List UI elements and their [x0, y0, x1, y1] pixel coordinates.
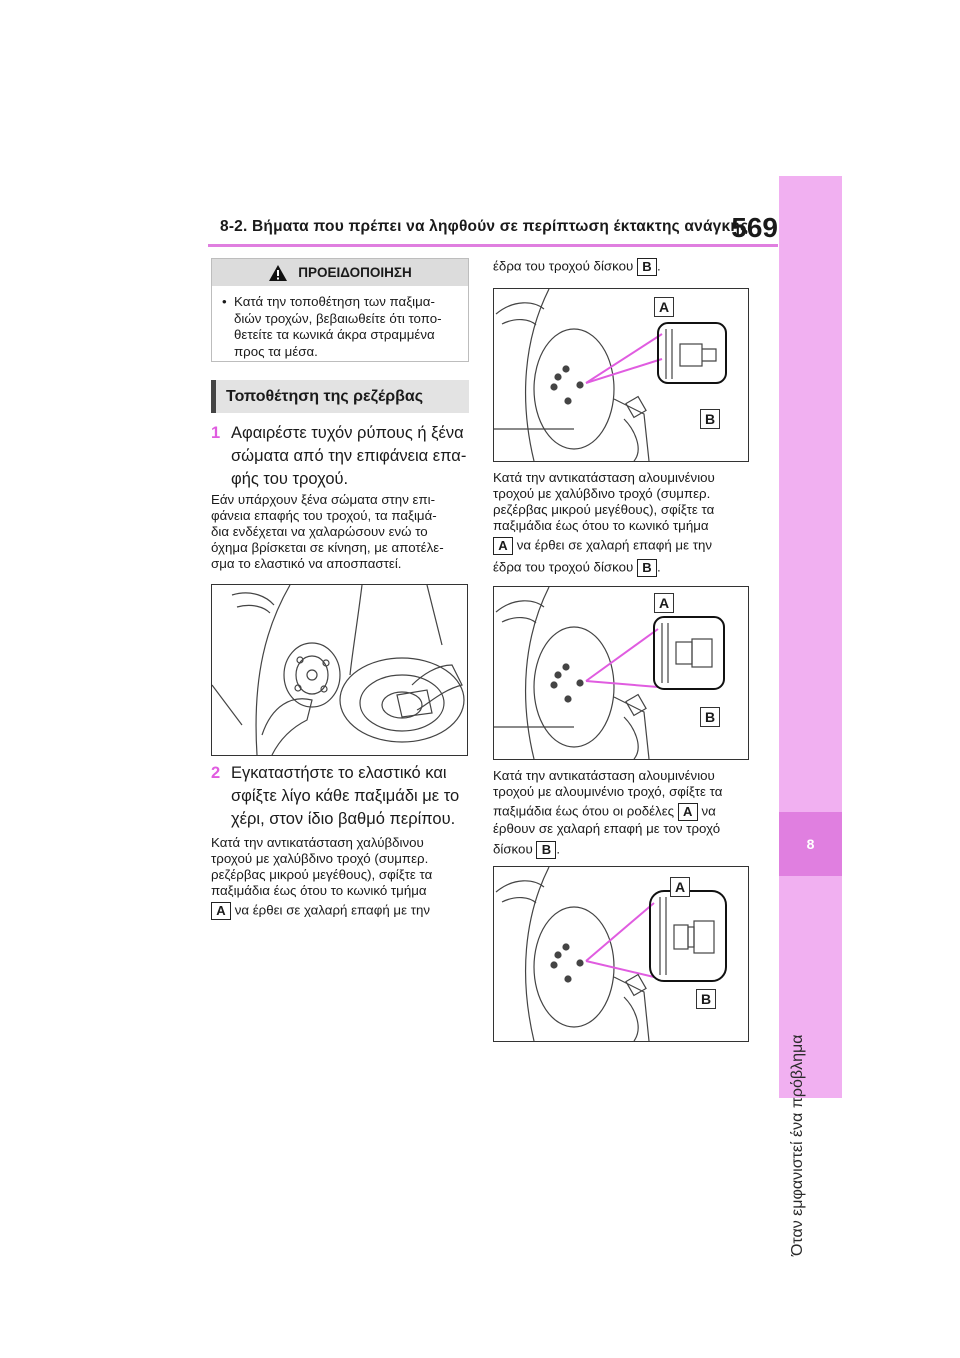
- period: .: [656, 559, 661, 575]
- warning-body: [212, 286, 468, 360]
- warning-header: [212, 259, 468, 286]
- note-text: έδρα του τροχού δίσκου: [493, 258, 634, 274]
- label-b: B: [536, 841, 556, 859]
- step-1-note: [211, 492, 473, 572]
- note-line: ρεζέρβας μικρού μεγέθους), σφίξτε τα: [211, 867, 433, 882]
- period: .: [656, 258, 661, 274]
- note-line: [493, 537, 755, 555]
- label-b: B: [637, 258, 657, 276]
- callout-a: A: [654, 297, 674, 317]
- callout-a: A: [670, 877, 690, 897]
- note-line: Κατά την αντικατάσταση αλουμινένιου: [493, 768, 715, 783]
- bullet: •: [222, 294, 227, 309]
- callout-a: A: [654, 593, 674, 613]
- note-line: τροχού με αλουμινένιο τροχό, σφίξτε τα: [493, 784, 723, 799]
- step-text: [231, 762, 459, 831]
- note-line: έρθουν σε χαλαρή επαφή με τον τροχό: [493, 821, 721, 836]
- section-heading: Τοποθέτηση της ρεζέρβας: [211, 380, 469, 413]
- note-text: δίσκου: [493, 841, 533, 857]
- wheel-cleaning-illustration: [211, 584, 468, 756]
- note-line: Κατά την αντικατάσταση αλουμινένιου: [493, 470, 715, 485]
- note-text: να έρθει σε χαλαρή επαφή με την: [516, 537, 713, 553]
- note-line: ρεζέρβας μικρού μεγέθους), σφίξτε τα: [493, 502, 715, 517]
- label-a: A: [493, 537, 513, 555]
- callout-b: B: [700, 409, 720, 429]
- warning-box: [211, 258, 469, 362]
- note-line: [493, 559, 755, 577]
- period: .: [556, 841, 561, 857]
- header-rule: [208, 244, 778, 247]
- continued-text: [493, 258, 755, 276]
- page-number: 569: [731, 212, 778, 243]
- aluminium-nut-illustration: [493, 586, 749, 760]
- note-line: παξιμάδια έως ότου το κωνικό τμήμα: [211, 883, 427, 898]
- note-line: [493, 803, 755, 821]
- label-b: B: [637, 559, 657, 577]
- chapter-number: 8: [779, 812, 842, 876]
- note-line: παξιμάδια έως ότου το κωνικό τμήμα: [493, 518, 709, 533]
- warning-title: ΠΡΟΕΙΔΟΠΟΙΗΣΗ: [298, 265, 412, 280]
- note-line: δια ενδέχεται να χαλαρώσουν ενώ το: [211, 524, 428, 539]
- callout-b: B: [700, 707, 720, 727]
- step-number: 2: [211, 764, 221, 782]
- step-line: Εγκαταστήστε το ελαστικό και: [231, 764, 447, 782]
- label-a: A: [678, 803, 698, 821]
- step-2: [211, 762, 471, 831]
- note-line: [493, 258, 755, 276]
- note-line: φάνεια επαφής του τροχού, τα παξιμά-: [211, 508, 437, 523]
- step-2-note: [211, 835, 473, 920]
- warning-line: προς τα μέσα.: [234, 343, 318, 359]
- section-title: 8-2. Βήματα που πρέπει να ληφθούν σε περίπτωση έκτακτης ανάγκης: [220, 218, 749, 235]
- step-number: 1: [211, 424, 221, 442]
- chapter-side-tab: [779, 176, 842, 1256]
- steel-nut-illustration: [493, 288, 749, 462]
- warning-line: διών τροχών, βεβαιωθείτε ότι τοπο-: [234, 310, 442, 326]
- step-line: φής του τροχού.: [231, 470, 349, 488]
- note-line: Εάν υπάρχουν ξένα σώματα στην επι-: [211, 492, 436, 507]
- step-1: [211, 422, 471, 491]
- chapter-title: Όταν εμφανιστεί ένα πρόβλημα: [789, 1034, 806, 1256]
- page-header: [208, 210, 778, 246]
- warning-line: Κατά την τοποθέτηση των παξιμα-: [234, 294, 435, 309]
- step-line: χέρι, στον ίδιο βαθμό περίπου.: [231, 810, 456, 828]
- note-text: να έρθει σε χαλαρή επαφή με την: [234, 902, 431, 918]
- note-line: τροχού με χαλύβδινο τροχό (συμπερ.: [493, 486, 711, 501]
- washer-nut-illustration: [493, 866, 749, 1042]
- note-text: παξιμάδια έως ότου οι ροδέλες: [493, 803, 675, 819]
- step-text: [231, 422, 466, 491]
- warning-text: [234, 294, 442, 360]
- aluminium-to-aluminium-note: [493, 768, 755, 859]
- note-line: όχημα βρίσκεται σε κίνηση, με αποτέλε-: [211, 540, 444, 555]
- warning-line: θετείτε τα κωνικά άκρα στραμμένα: [234, 327, 435, 342]
- callout-b: B: [696, 989, 716, 1009]
- label-a: A: [211, 902, 231, 920]
- note-line: τροχού με χαλύβδινο τροχό (συμπερ.: [211, 851, 429, 866]
- note-line: [493, 841, 755, 859]
- note-text: να: [701, 803, 716, 819]
- aluminium-to-steel-note: [493, 470, 755, 577]
- warning-triangle-icon: [268, 264, 288, 282]
- note-line: σμα το ελαστικό να αποσπαστεί.: [211, 556, 402, 571]
- note-text: έδρα του τροχού δίσκου: [493, 559, 634, 575]
- step-line: σφίξτε λίγο κάθε παξιμάδι με το: [231, 787, 460, 805]
- step-line: Αφαιρέστε τυχόν ρύπους ή ξένα: [231, 424, 464, 442]
- step-line: σώματα από την επιφάνεια επα-: [231, 447, 467, 465]
- note-line: [211, 902, 473, 920]
- note-line: Κατά την αντικατάσταση χαλύβδινου: [211, 835, 424, 850]
